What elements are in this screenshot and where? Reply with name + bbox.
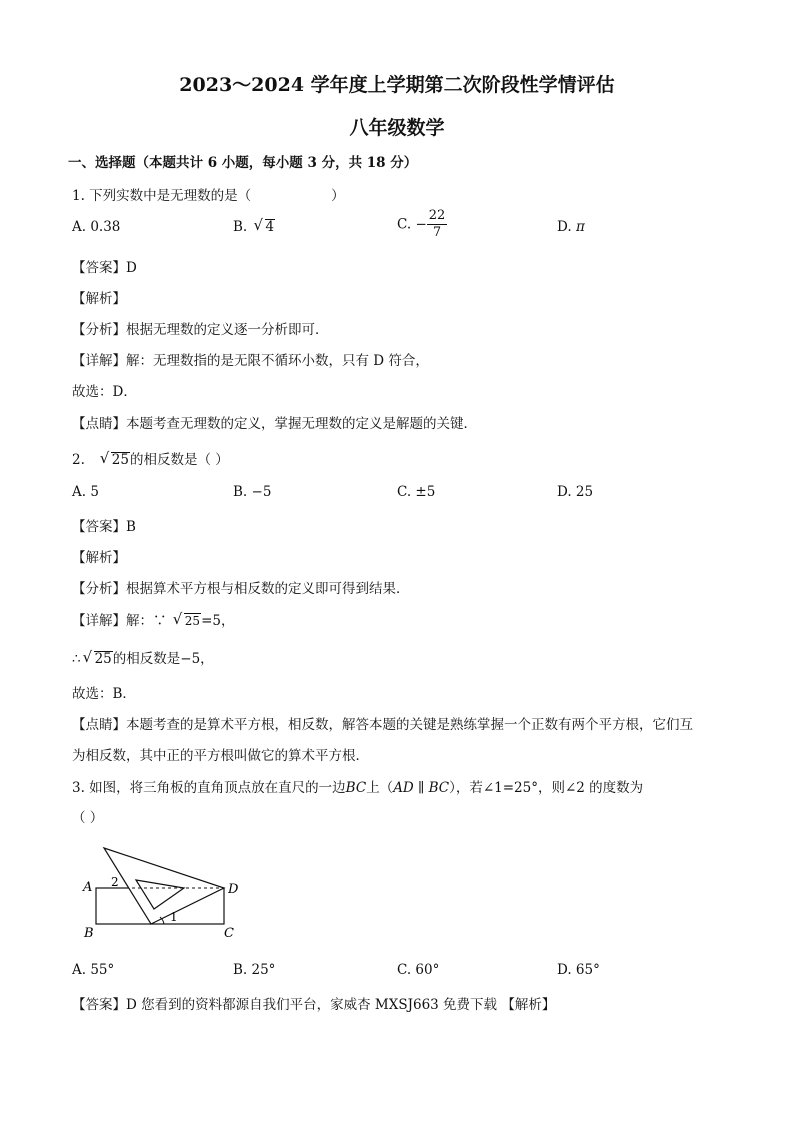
label-a: A (83, 880, 93, 895)
q1-answer: 【答案】D (72, 260, 137, 276)
page-subtitle: 八年级数学 (349, 117, 445, 139)
label-b: B (84, 926, 94, 941)
page-title: 2023～2024 学年度上学期第二次阶段性学情评估 (179, 74, 615, 96)
q1-option-c: C. − $\frac{22}{7}$ (397, 208, 446, 240)
q2-xiangjie: 【详解】解：∵ √ 25=5， (72, 610, 235, 629)
q2-option-a: A. 5 (72, 484, 99, 500)
q1-stem: 1. 下列实数中是无理数的是（ ） (72, 188, 345, 204)
q2-stem: 2. √ 25的相反数是（ ） (72, 449, 229, 468)
label-c: C (224, 926, 234, 941)
q2-dianjing-line1: 【点睛】本题考查的是算术平方根，相反数，解答本题的关键是熟练掌握一个正数有两个平方根，它们互 (72, 717, 693, 733)
q3-stem-line2: （ ） (72, 810, 104, 826)
q2-option-c: C. ±5 (397, 484, 436, 500)
sqrt-symbol: √ 25 (82, 648, 112, 667)
q3-figure (78, 838, 258, 946)
q3-option-d: D. 65° (557, 962, 600, 978)
q3-option-a: A. 55° (72, 962, 115, 978)
q3-option-c: C. 60° (397, 962, 440, 978)
q2-analysis-tag: 【解析】 (72, 550, 126, 566)
q1-analysis-tag: 【解析】 (72, 291, 126, 307)
q1-xiangjie: 【详解】解：无理数指的是无限不循环小数，只有 D 符合， (72, 353, 429, 369)
q3-answer: 【答案】D 您看到的资料都源自我们平台，家威杏 MXSJ663 免费下载 【解析】 (72, 997, 556, 1013)
q1-option-b: B. √ 4 (233, 216, 275, 235)
label-d: D (228, 882, 239, 897)
label-angle1: 1 (170, 910, 178, 924)
q3-option-b: B. 25° (233, 962, 276, 978)
q1-dianjing: 【点睛】本题考查无理数的定义，掌握无理数的定义是解题的关键． (72, 416, 477, 432)
sqrt-symbol: √ 4 (253, 216, 275, 235)
q2-option-d: D. 25 (557, 484, 594, 500)
q1-fenxi: 【分析】根据无理数的定义逐一分析即可． (72, 322, 329, 338)
q3-stem-line1: 3. 如图，将三角板的直角顶点放在直尺的一边BC上（AD ∥ BC），若∠1=25°，则∠2 的度数为 (72, 780, 644, 796)
q1-choice: 故选：D． (72, 384, 137, 400)
sqrt-symbol: √ 25 (172, 610, 201, 628)
q2-fenxi: 【分析】根据算术平方根与相反数的定义即可得到结果． (72, 581, 410, 597)
fraction: $\frac{22}{7}$ (428, 208, 446, 240)
sqrt-symbol: √ 25 (99, 449, 129, 468)
section-heading: 一、选择题（本题共计 6 小题，每小题 3 分，共 18 分） (68, 155, 418, 171)
label-angle2: 2 (111, 875, 119, 889)
q2-dianjing-line2: 为相反数，其中正的平方根叫做它的算术平方根． (72, 748, 369, 764)
q2-answer: 【答案】B (72, 519, 136, 535)
q2-choice: 故选：B． (72, 686, 136, 702)
q2-therefore: ∴ √ 25的相反数是−5， (72, 648, 214, 667)
q1-option-d: D. π (557, 219, 585, 235)
q1-option-a: A. 0.38 (72, 219, 121, 235)
q2-option-b: B. −5 (233, 484, 272, 500)
